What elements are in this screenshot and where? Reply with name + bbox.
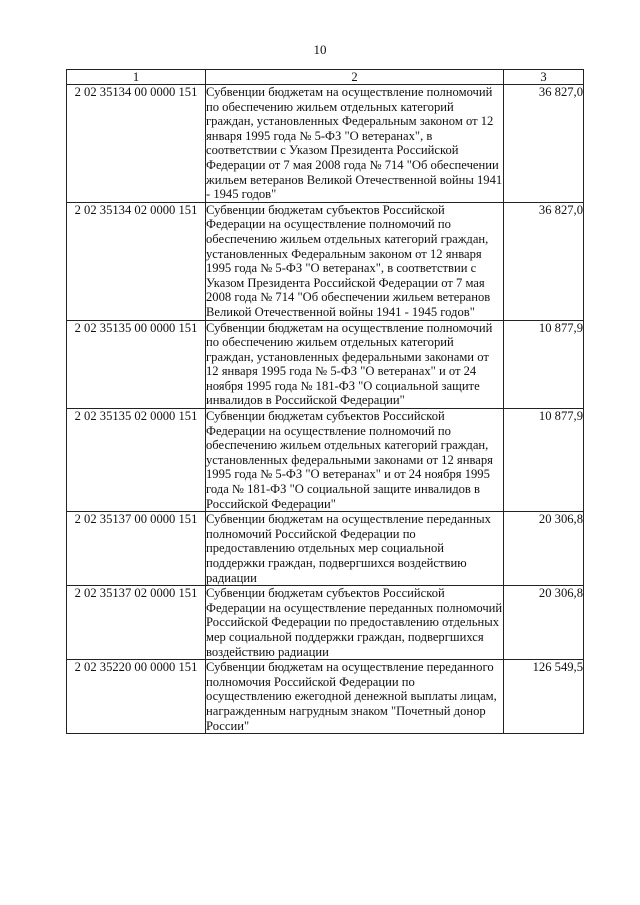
page-number: 10: [313, 42, 327, 57]
budget-code: 2 02 35137 00 0000 151: [67, 512, 206, 586]
amount: 10 877,9: [504, 320, 584, 409]
table-row: [67, 409, 584, 512]
amount: 20 306,8: [504, 512, 584, 586]
budget-table: [66, 69, 584, 734]
table-row: [67, 586, 584, 660]
column-header-amount: 3: [504, 70, 584, 85]
column-header-description: 2: [206, 70, 504, 85]
amount: 36 827,0: [504, 202, 584, 320]
budget-code: 2 02 35137 02 0000 151: [67, 586, 206, 660]
description: Субвенции бюджетам субъектов Российской Федерации на осуществление полномочий по обеспечению жильем отдельных категорий граждан, установленных федеральными законами от 12 января 1995 года № 5-ФЗ "О ветеранах" и от 24 ноября 1995 года № 181-ФЗ "О социальной защите инвалидов в Российской Федерации": [206, 409, 504, 512]
table-row: [67, 660, 584, 734]
table-row: [67, 85, 584, 203]
description: Субвенции бюджетам на осуществление полномочий по обеспечению жильем отдельных категорий граждан, установленных федеральными законами от 12 января 1995 года № 5-ФЗ "О ветеранах" и от 24 ноября 1995 года № 181-ФЗ "О социальной защите инвалидов в Российской Федерации": [206, 320, 504, 409]
amount: 20 306,8: [504, 586, 584, 660]
budget-code: 2 02 35220 00 0000 151: [67, 660, 206, 734]
description: Субвенции бюджетам на осуществление переданных полномочий Российской Федерации по предоставлению отдельных мер социальной поддержки граждан, подвергшихся воздействию радиации: [206, 512, 504, 586]
description: Субвенции бюджетам на осуществление переданного полномочия Российской Федерации по осуществлению ежегодной денежной выплаты лицам, награжденным нагрудным знаком "Почетный донор России": [206, 660, 504, 734]
table-header-row: [67, 70, 584, 85]
budget-code: 2 02 35134 02 0000 151: [67, 202, 206, 320]
budget-code: 2 02 35135 02 0000 151: [67, 409, 206, 512]
column-header-code: 1: [67, 70, 206, 85]
amount: 10 877,9: [504, 409, 584, 512]
budget-code: 2 02 35134 00 0000 151: [67, 85, 206, 203]
amount: 36 827,0: [504, 85, 584, 203]
amount: 126 549,5: [504, 660, 584, 734]
table-row: [67, 320, 584, 409]
budget-code: 2 02 35135 00 0000 151: [67, 320, 206, 409]
description: Субвенции бюджетам субъектов Российской Федерации на осуществление полномочий по обеспечению жильем отдельных категорий граждан, установленных Федеральным законом от 12 января 1995 года № 5-ФЗ "О ветеранах", в соответствии с Указом Президента Российской Федерации от 7 мая 2008 года № 714 "Об обеспечении жильем ветеранов Великой Отечественной войны 1941 - 1945 годов": [206, 202, 504, 320]
table-row: [67, 512, 584, 586]
description: Субвенции бюджетам на осуществление полномочий по обеспечению жильем отдельных категорий граждан, установленных Федеральным законом от 12 января 1995 года № 5-ФЗ "О ветеранах", в соответствии с Указом Президента Российской Федерации от 7 мая 2008 года № 714 "Об обеспечении жильем ветеранов Великой Отечественной войны 1941 - 1945 годов": [206, 85, 503, 202]
table-row: [67, 202, 584, 320]
description: Субвенции бюджетам субъектов Российской Федерации на осуществление переданных полномочий Российской Федерации по предоставлению отдельных мер социальной поддержки граждан, подвергшихся воздействию радиации: [206, 586, 503, 659]
